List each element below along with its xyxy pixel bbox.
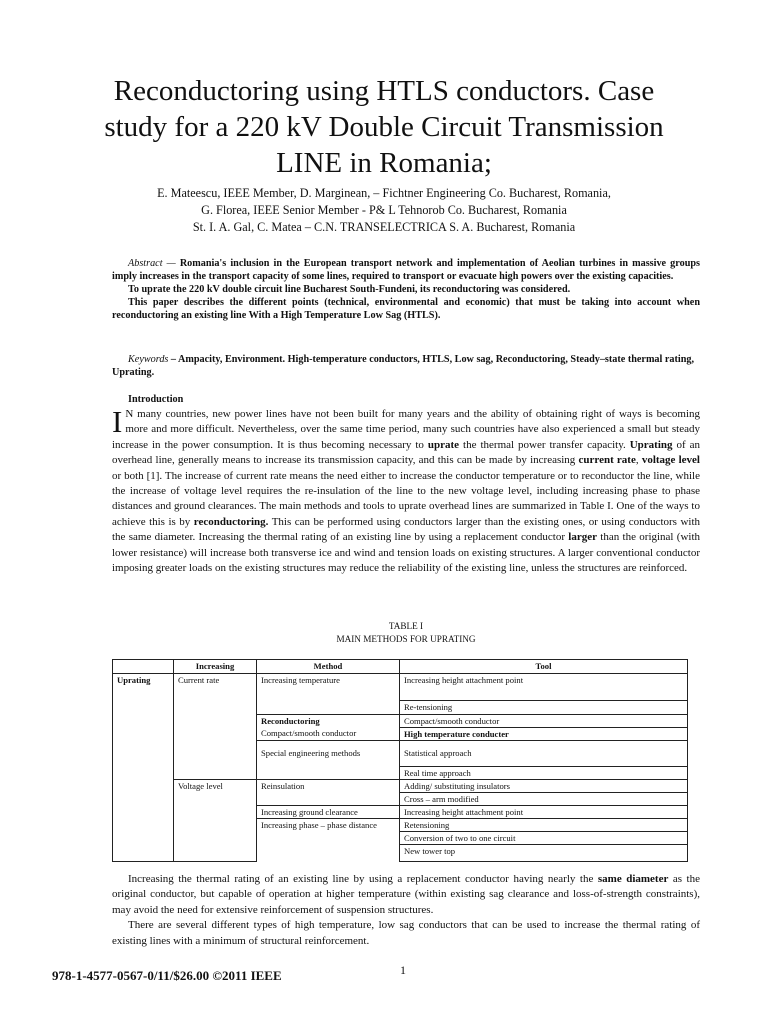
table-cell: Increasing height attachment point <box>400 806 688 819</box>
table-cell <box>257 767 400 780</box>
table-cell: New tower top <box>400 845 688 862</box>
table-row <box>113 700 688 714</box>
keywords-text: – Ampacity, Environment. High-temperature conductors, HTLS, Low sag, Reconductoring, Steady–state thermal rating, Uprating. <box>112 354 695 378</box>
table-cell: Increasing phase – phase distance <box>257 819 400 862</box>
table-cell <box>113 740 174 767</box>
table-cell: Uprating <box>113 674 174 701</box>
body-bold: larger <box>568 531 597 544</box>
table-row <box>113 780 688 793</box>
table-cell: Retensioning <box>400 819 688 832</box>
body-paragraph <box>112 872 700 918</box>
table-cell <box>174 740 257 767</box>
table-header-row <box>113 660 688 674</box>
section-heading: Introduction <box>128 394 184 405</box>
table-cell <box>257 714 400 740</box>
table-cell-bold: Reconductoring <box>261 715 320 726</box>
table-cell-text: Compact/smooth conductor <box>261 727 357 738</box>
table-cell: Special engineering methods <box>257 740 400 767</box>
table-row <box>113 740 688 767</box>
body-bold: Uprating <box>629 438 673 451</box>
abstract <box>112 257 700 322</box>
table-row <box>113 832 688 845</box>
table-cell <box>174 793 257 806</box>
body-text: Increasing the thermal rating of an existing line by using a replacement conductor having nearly the <box>128 873 598 885</box>
table-cell: Increasing height attachment point <box>400 674 688 701</box>
table-row <box>113 819 688 832</box>
body-text: of an overhead line, generally means to increase its transmission capacity, and this can be made by increasing <box>112 438 700 467</box>
table-row <box>113 845 688 862</box>
table-cell <box>113 819 174 832</box>
table-cell <box>113 806 174 819</box>
table-cell <box>174 767 257 780</box>
table-cell: Current rate <box>174 674 257 701</box>
copyright-footer: 978-1-4577-0567-0/11/$26.00 ©2011 IEEE <box>52 968 282 983</box>
table-cell <box>174 819 257 832</box>
body-text: , <box>635 454 642 467</box>
body-bold: current rate <box>578 454 636 467</box>
table-cell-bold: High temperature conducter <box>400 727 687 740</box>
table-cell: Increasing ground clearance <box>257 806 400 819</box>
table-cell <box>174 700 257 714</box>
table-cell <box>257 793 400 806</box>
author-line: G. Florea, IEEE Senior Member - P& L Tehnorob Co. Bucharest, Romania <box>201 203 567 217</box>
body-bold: voltage level <box>641 454 700 467</box>
body-bold: same diameter <box>597 873 669 885</box>
body-bold: reconductoring. <box>193 515 269 528</box>
body-text: the thermal power transfer capacity. <box>459 438 630 451</box>
abstract-text: Romania's inclusion in the European transport network and implementation of Aeolian turbines in massive groups imply increases in the transport capacity of some lines, required to transport or evacuate high powers over the existing capacities. <box>112 258 700 282</box>
table-cell <box>113 700 174 714</box>
drop-cap: I <box>112 404 123 439</box>
table-header-cell <box>113 660 174 674</box>
table-cell <box>113 793 174 806</box>
paper-title: Reconductoring using HTLS conductors. Case study for a 220 kV Double Circuit Transmission LINE in Romania; <box>104 75 664 179</box>
body-text: than the original (with lower resistance) will increase both transverse ice and wind and tension loads on existing structures. A larger conventional conductor imposing greater loads on the existing structures may reduce the reliability of the existing line, unless the structures are reinforced. <box>112 531 701 575</box>
table-row <box>113 714 688 740</box>
abstract-text: To uprate the 220 kV double circuit line Bucharest South-Fundeni, its reconductoring was considered. <box>128 284 571 295</box>
table-header-cell: Tool <box>400 660 688 674</box>
table-cell: Increasing temperature <box>257 674 400 701</box>
table-cell <box>174 806 257 819</box>
body-bold: uprate <box>427 438 460 451</box>
table-cell <box>113 780 174 793</box>
table-cell <box>113 832 174 845</box>
table-caption <box>112 620 700 646</box>
table-cell: Conversion of two to one circuit <box>400 832 688 845</box>
table-cell: Statistical approach <box>400 740 688 767</box>
table-cell <box>113 845 174 862</box>
author-block <box>100 185 668 236</box>
table-label: TABLE I <box>388 621 424 631</box>
table-cell <box>257 700 400 714</box>
body-text: as the original conductor, but capable of operation at higher temperature (within existing sag clearance and loss-of-strength constraints), may avoid the need for extensive reinforcement of suspension structures. <box>112 873 700 916</box>
table-row <box>113 793 688 806</box>
intro-paragraph <box>112 404 701 576</box>
author-line: E. Mateescu, IEEE Member, D. Marginean, – Fichtner Engineering Co. Bucharest, Romania, <box>157 186 611 200</box>
body-paragraphs <box>112 872 700 949</box>
body-text: N many countries, new power lines have not been built for many years and the ability of obtaining right of ways is becoming more and more difficult. Nevertheless, over the same time period, many such countries have also experienced a small but steady increase in the power consumption. It is thus becoming necessary to <box>112 408 700 451</box>
table-row <box>113 767 688 780</box>
table-cell <box>400 714 688 740</box>
table-cell: Real time approach <box>400 767 688 780</box>
abstract-lead: Abstract — <box>128 258 176 269</box>
table-cell-text: Compact/smooth conductor <box>404 715 500 726</box>
uprating-methods-table <box>112 659 688 862</box>
table-cell: Re-tensioning <box>400 700 688 714</box>
table-row <box>113 674 688 701</box>
abstract-text: This paper describes the different points (technical, environmental and economic) that must be taking into account when reconductoring an existing line With a High Temperature Low Sag (HTLS). <box>112 297 700 321</box>
keywords <box>112 353 700 379</box>
author-line: St. I. A. Gal, C. Matea – C.N. TRANSELECTRICA S. A. Bucharest, Romania <box>192 220 576 234</box>
body-paragraph: There are several different types of high temperature, low sag conductors that can be used to increase the thermal rating of existing lines with a minimum of structural reinforcement. <box>112 919 700 947</box>
table-title: MAIN METHODS FOR UPRATING <box>336 634 476 644</box>
table-cell: Voltage level <box>174 780 257 793</box>
page-number: 1 <box>400 963 406 977</box>
table-cell <box>174 845 257 862</box>
table-cell: Reinsulation <box>257 780 400 793</box>
table-cell <box>113 767 174 780</box>
table-cell: Cross – arm modified <box>400 793 688 806</box>
body-text: This can be performed using conductors larger than the existing ones, or using conductors with the same diameter. Increasing the thermal rating of an existing line by using a replacement conductor <box>112 515 700 544</box>
table-header-cell: Increasing <box>174 660 257 674</box>
table-cell <box>174 714 257 740</box>
table-header-cell: Method <box>257 660 400 674</box>
keywords-lead: Keywords <box>128 354 169 365</box>
table-cell: Adding/ substituting insulators <box>400 780 688 793</box>
body-text: or both [1]. The increase of current rate means the need either to increase the conductor temperature or to reconductor the line, while the increase of voltage level requires the re-insulation of the line to the new voltage level, including increasing phase to phase distances and ground clearances. The main methods and tools to uprate overhead lines are summarized in Table I. One of the ways to achieve this is by <box>112 469 700 528</box>
table-row <box>113 806 688 819</box>
table-cell <box>113 714 174 740</box>
table-cell <box>174 832 257 845</box>
